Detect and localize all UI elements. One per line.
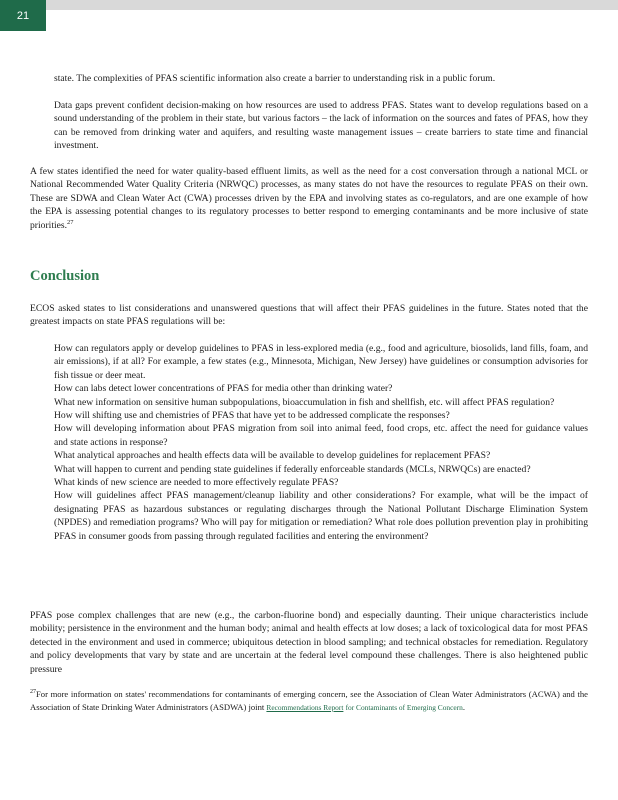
question-text: What new information on sensitive human subpopulations, bioaccumulation in fish and shellfish, etc. will affect PFAS regulation? — [54, 396, 555, 408]
list-item — [32, 409, 588, 422]
report-link[interactable]: Recommendations Report — [266, 702, 344, 712]
question-list — [32, 342, 588, 543]
report-link-tail[interactable]: for Contaminants of Emerging Concern — [345, 702, 463, 712]
footnote-end: . — [462, 701, 465, 712]
question-text: What kinds of new science are needed to more effectively regulate PFAS? — [54, 477, 339, 489]
question-text: What will happen to current and pending state guidelines if federally enforceable standards (MCLs, NRWQCs) are enacted? — [54, 463, 531, 475]
list-item — [32, 463, 588, 476]
list-item — [32, 489, 588, 543]
top-bullet-list — [32, 99, 588, 153]
question-text: What analytical approaches and health effects data will be available to develop guidelines for replacement PFAS? — [54, 450, 491, 462]
footnote-mark: 27 — [30, 689, 36, 696]
list-item — [32, 342, 588, 382]
conclusion-intro: ECOS asked states to list considerations and unanswered questions that will affect their PFAS guidelines in the future. States noted that the greatest impacts on state PFAS regulations will be: — [30, 303, 588, 328]
question-text: How will developing information about PFAS migration from soil into animal feed, food crops, etc. affect the need for guidance values and state actions in response? — [54, 423, 588, 448]
page-number: 21 — [0, 0, 46, 31]
list-item — [32, 382, 588, 395]
question-text: How can labs detect lower concentrations of PFAS for media other than drinking water? — [54, 383, 393, 395]
list-item — [32, 476, 588, 489]
bullet-text: Data gaps prevent confident decision-making on how resources are used to address PFAS. States want to develop regulations based on a sound understanding of the problem in their state, but various factors – the lack of information on the sources and fates of PFAS, how they can be removed from drinking water and aquifers, and resulting waste management issues – create barriers to state time and financial investment. — [54, 100, 588, 152]
footnote-text: For more information on states' recommendations for contaminants of emerging concern, see the Association of Clean Water Administrators (ACWA) and the Association of State Drinking Water Administrators (ASDWA) joint — [30, 689, 588, 712]
bullet-continuation: state. The complexities of PFAS scientific information also create a barrier to understanding risk in a public forum. — [54, 73, 496, 84]
paragraph-national-processes — [30, 165, 588, 232]
list-item — [32, 422, 588, 449]
question-text: How will shifting use and chemistries of PFAS that have yet to be addressed complicate the responses? — [54, 410, 450, 422]
question-text: How will guidelines affect PFAS management/cleanup liability and other considerations? For example, what will be the impact of designating PFAS as hazardous substances or regulating discharges through the National Pollutant Discharge Elimination System (NPDES) and remediation programs? Who will pay for mitigation or remediation? What role does pollution prevention play in prohibiting PFAS in consumer goods from passing through regulated facilities and entering the environment? — [54, 490, 588, 542]
closing-paragraph: PFAS pose complex challenges that are new (e.g., the carbon-fluorine bond) and especially daunting. Their unique characteristics include mobility; persistence in the environment and the human body; animal and health effects at low doses; a lack of toxicological data for most PFAS detected in the environment and used in commerce; ubiquitous detection in blood sampling; and technical obstacles for remediation. Regulatory and policy developments that vary by state and are uncertain at the federal level compound these challenges. There is also heightened public pressure — [30, 610, 588, 675]
header-bar — [30, 0, 618, 10]
question-text: How can regulators apply or develop guidelines to PFAS in less-explored media (e.g., food and agriculture, biosolids, land fills, foam, and air emissions), if at all? For example, a few states (e.g., Minnesota, Michigan, New Jersey) have guidelines or consumption advisories for fish tissue or deer meat. — [54, 343, 588, 381]
list-item — [32, 449, 588, 462]
section-heading-conclusion: Conclusion — [30, 268, 100, 284]
footnote-reference: 27 — [67, 218, 74, 226]
footnote — [30, 688, 588, 714]
list-item — [32, 99, 588, 153]
list-item — [32, 396, 588, 409]
paragraph-text: A few states identified the need for water quality-based effluent limits, as well as the need for a cost conversation through a national MCL or National Recommended Water Quality Criteria (NRWQC) processes, as many states do not have the resources to regulate PFAS on their own. These are SDWA and Clean Water Act (CWA) processes driven by the EPA and involving states as co-regulators, and are one example of how the EPA is assessing potential changes to its regulatory processes to better respond to emerging contaminants and be more inclusive of state priorities. — [30, 166, 588, 231]
